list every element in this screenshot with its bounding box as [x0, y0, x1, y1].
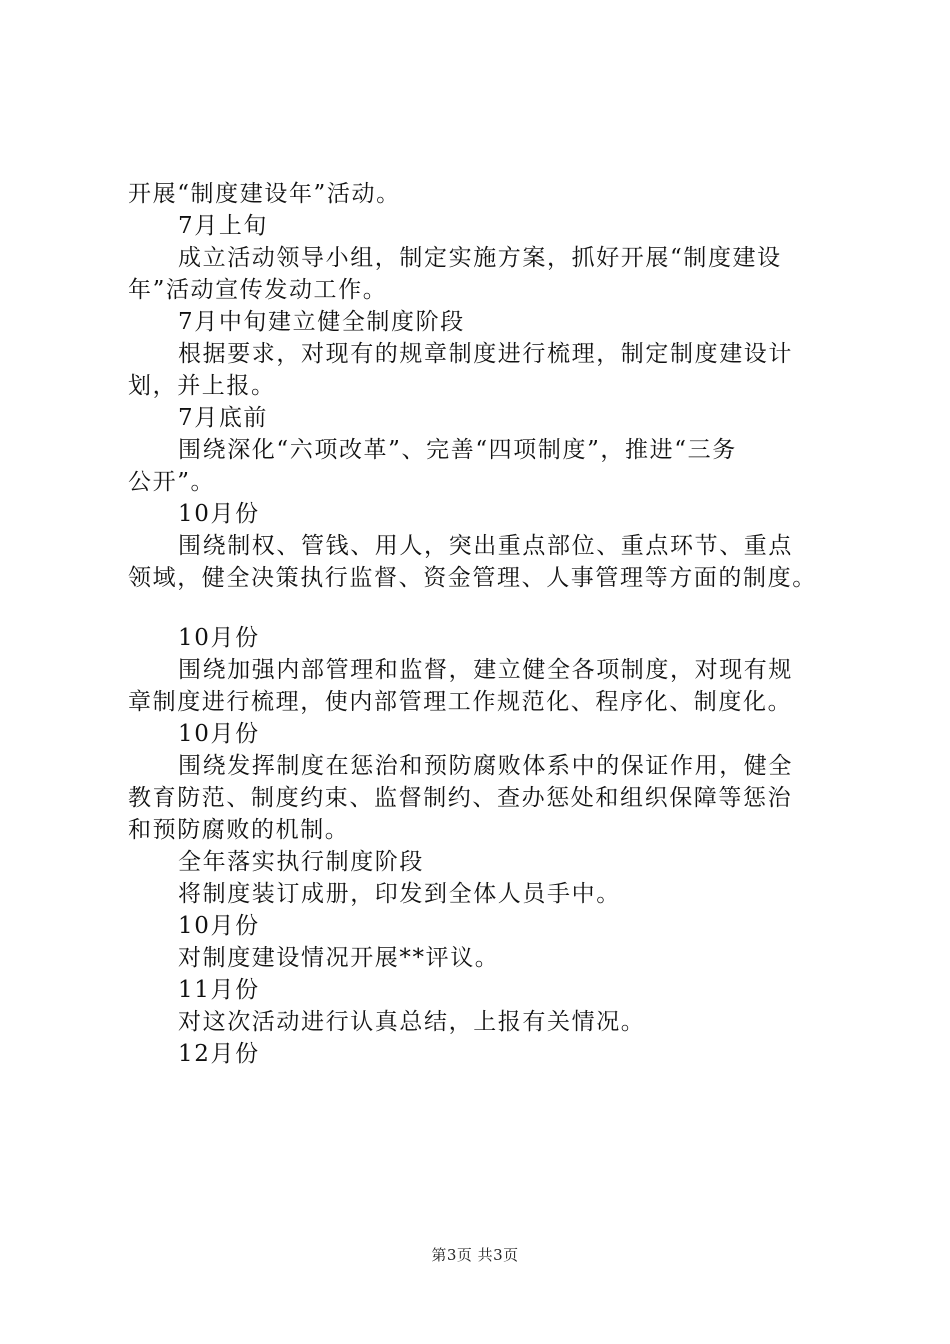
- text-line: 将制度装订成册，印发到全体人员手中。: [178, 881, 621, 907]
- text-line: 10月份: [178, 625, 260, 651]
- text-line: 围绕发挥制度在惩治和预防腐败体系中的保证作用，健全: [178, 753, 793, 779]
- text-line: 对这次活动进行认真总结，上报有关情况。: [178, 1009, 646, 1035]
- text-line: 10月份: [178, 913, 260, 939]
- text-line: 围绕加强内部管理和监督，建立健全各项制度，对现有规: [178, 657, 793, 683]
- page-footer: 第3页 共3页: [431, 1246, 519, 1264]
- text-line: 领域，健全决策执行监督、资金管理、人事管理等方面的制度。: [128, 565, 817, 591]
- text-line: 10月份: [178, 501, 260, 527]
- text-line: 教育防范、制度约束、监督制约、查办惩处和组织保障等惩治: [128, 785, 793, 811]
- text-line: 章制度进行梳理，使内部管理工作规范化、程序化、制度化。: [128, 689, 793, 715]
- text-line: 成立活动领导小组，制定实施方案，抓好开展“制度建设: [178, 245, 782, 271]
- text-line: 划，并上报。: [128, 373, 276, 399]
- text-line: 11月份: [178, 977, 260, 1003]
- text-line: 开展“制度建设年”活动。: [128, 181, 401, 207]
- text-line: 围绕深化“六项改革”、完善“四项制度”，推进“三务: [178, 437, 737, 463]
- text-line: 10月份: [178, 721, 260, 747]
- text-line: 和预防腐败的机制。: [128, 817, 350, 843]
- text-line: 7月底前: [178, 405, 269, 431]
- text-line: 12月份: [178, 1041, 260, 1067]
- text-line: 对制度建设情况开展**评议。: [178, 945, 500, 971]
- text-line: 围绕制权、管钱、用人，突出重点部位、重点环节、重点: [178, 533, 793, 559]
- text-line: 7月上旬: [178, 213, 269, 239]
- text-line: 年”活动宣传发动工作。: [128, 277, 388, 303]
- text-line: 根据要求，对现有的规章制度进行梳理，制定制度建设计: [178, 341, 793, 367]
- text-line: 公开”。: [128, 469, 216, 495]
- text-line: 全年落实执行制度阶段: [178, 849, 424, 875]
- text-line: 7月中旬建立健全制度阶段: [178, 309, 465, 335]
